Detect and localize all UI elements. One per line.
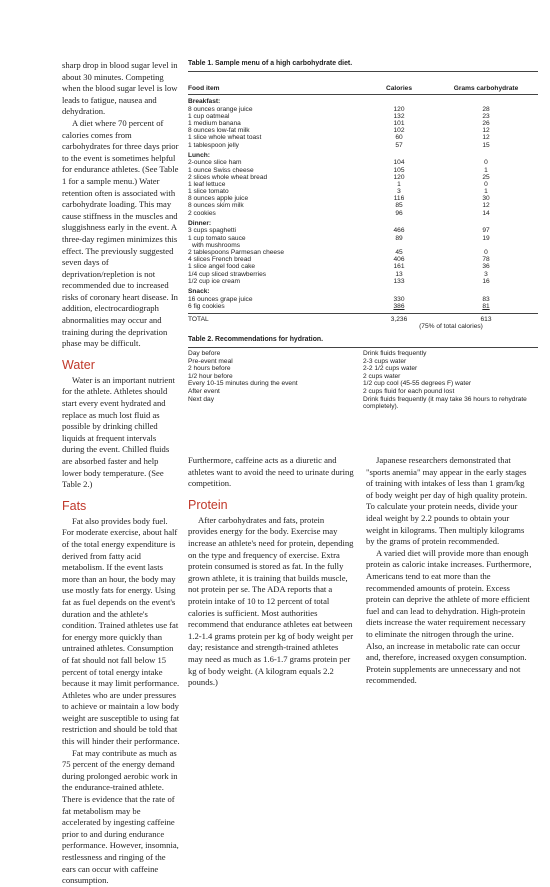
carbs-cell: 1 (484, 188, 488, 196)
total-carbs: 613 (480, 315, 492, 323)
table-caption: Table 2. Recommendations for hydration. (188, 336, 324, 343)
table-row (188, 127, 538, 134)
food-item-cell: 8 ounces apple juice (188, 195, 249, 203)
table-row (188, 181, 538, 188)
timing-cell: Next day (188, 395, 215, 403)
food-item-cell: 16 ounces grape juice (188, 295, 253, 303)
table-row (188, 263, 538, 270)
food-item-cell: 1/4 cup sliced strawberries (188, 270, 267, 278)
table-row (188, 242, 538, 249)
table-section-label: Lunch: (188, 151, 210, 159)
right-column (366, 455, 532, 687)
body-paragraph: Water is an important nutrient for the athlete. Athletes should start every event hydrated and replace as much lost fluid as possible by drinking chilled liquids at frequent intervals during the event. Chilled fluids are absorbed faster and help lower body temperature. (See Table 2.) (62, 374, 175, 490)
table-row (188, 256, 538, 263)
section-heading-protein: Protein (188, 497, 228, 512)
food-item-cell: 1 slice whole wheat toast (188, 134, 262, 142)
calories-cell: 116 (393, 195, 405, 203)
table-row (188, 134, 538, 141)
table-row (188, 278, 538, 285)
food-item-cell: 8 ounces low-fat milk (188, 127, 250, 135)
value-text: 81 (482, 302, 490, 310)
carbs-cell: 25 (482, 173, 490, 181)
body-paragraph: A diet where 70 percent of calories comes from carbohydrates for three days prior to the event is sometimes helpful for endurance athletes. (See Table 1 for a sample menu.) Water retention often is associated with carbohydrate loading. This may cause stiffness in the muscles and sluggishness early in the event. A three-day regimen minimizes this effect. The previously suggested seven days of deprivation/repletion is not recommended due to increased risks of coronary heart disease. In addition, electrocardiograph abnormalities may occur and training during the deprivation phase may be difficult. (62, 117, 179, 349)
section-heading-water: Water (62, 357, 95, 372)
calories-cell: 102 (393, 127, 405, 135)
calories-cell: 105 (393, 166, 405, 174)
carbs-cell: 23 (482, 112, 490, 120)
food-item-cell: 1 slice tomato (188, 188, 229, 196)
timing-cell: 1/2 hour before (188, 372, 233, 380)
table-row (188, 365, 538, 373)
calories-cell: 96 (395, 209, 403, 217)
calories-cell: 57 (395, 141, 403, 149)
table-row (188, 303, 538, 310)
food-item-cell: 2 tablespoons Parmesan cheese (188, 248, 285, 256)
spacer (188, 323, 364, 330)
column-header: Calories (385, 85, 413, 92)
calories-cell: 466 (393, 227, 405, 235)
left-column (62, 60, 180, 887)
table-row (188, 271, 538, 278)
calories-cell (364, 303, 434, 310)
table-2 (188, 336, 538, 411)
table-row (188, 174, 538, 181)
food-item-cell: 1 medium banana (188, 119, 241, 127)
carbs-cell: 36 (482, 263, 490, 271)
table-row (188, 167, 538, 174)
table-total-row (188, 313, 538, 323)
recommendation-cell: 2-2 1/2 cups water (363, 365, 418, 373)
column-header: Food item (188, 85, 220, 92)
calories-cell: 85 (395, 202, 403, 210)
table-row (188, 120, 538, 127)
table-row (188, 358, 538, 366)
table-row (188, 235, 538, 242)
food-item-cell: 8 ounces skim milk (188, 202, 244, 210)
food-item-cell: 8 ounces orange juice (188, 105, 253, 113)
body-paragraph: A varied diet will provide more than enough protein as caloric intake increases. Furthermore, Americans tend to eat more than the recommended amounts of protein. Excess protein can deprive the athlete of more efficient fuel and can lead to dehydration. High-protein diets increase the water requirement necessary to eliminate the nitrogen through the urine. Also, an increase in metabolic rate can occur and, therefore, increased oxygen consumption. Protein supplements are unnecessary and not recommended. (366, 547, 532, 686)
carbs-cell: 14 (482, 209, 490, 217)
calories-cell: 133 (393, 277, 405, 285)
table-row (188, 227, 538, 234)
body-paragraph: Fat may contribute as much as 75 percent of the energy demand during prolonged aerobic work in the endurance-trained athlete. There is evidence that the rate of fat metabolism may be accelerated by ingesting caffeine prior to and during endurance performance. However, insomnia, restlessness and ringing of the ears can occur with caffeine consumption. (62, 747, 179, 886)
food-item-cell: 1 cup oatmeal (188, 112, 230, 120)
total-label: TOTAL (188, 315, 209, 323)
table-row (188, 202, 538, 209)
recommendation-cell: 2 cups water (363, 372, 401, 380)
table-row (188, 210, 538, 217)
carbs-cell: 0 (484, 248, 488, 256)
carbs-cell (435, 242, 538, 249)
column-header: Grams carbohydrate (453, 85, 519, 92)
recommendation-cell: 2 cups fluid for each pound lost (363, 387, 455, 395)
carbs-cell: 12 (482, 202, 490, 210)
table-body (188, 347, 538, 411)
section-heading-fats: Fats (62, 498, 87, 513)
food-item-cell: 4 slices French bread (188, 256, 252, 264)
calories-cell (366, 242, 435, 249)
body-paragraph: Japanese researchers demonstrated that "sports anemia" may appear in the early stages of training with intakes of less than 1 gram/kg of body weight per day of high quality protein. To calculate your protein needs, divide your ideal weight by 2.2 pounds to obtain your weight in kilograms. Then multiply kilograms by the grams of protein recommended. (366, 455, 528, 547)
table-section-label: Dinner: (188, 219, 212, 227)
value-text: 386 (393, 302, 405, 310)
recommendation-cell: Drink fluids frequently (363, 350, 427, 357)
timing-cell: Every 10-15 minutes during the event (188, 380, 298, 388)
carbs-cell: 16 (482, 277, 490, 285)
table-row (188, 388, 538, 396)
food-item-cell: 1/2 cup ice cream (188, 277, 241, 285)
calories-cell: 60 (395, 134, 403, 142)
food-item-cell: 1 cup tomato sauce (188, 234, 246, 242)
food-item-cell: with mushrooms (192, 241, 241, 249)
recommendation-cell: 2-3 cups water (363, 357, 407, 365)
timing-cell: 2 hours before (188, 365, 231, 373)
carbs-cell: 3 (484, 270, 488, 278)
carbs-cell: 19 (482, 234, 490, 242)
table-row (188, 249, 538, 256)
table-header (188, 71, 538, 95)
table-1 (188, 60, 538, 330)
carbs-cell: 12 (482, 134, 490, 142)
calories-cell: 13 (395, 270, 403, 278)
recommendation-cell: Drink fluids frequently (it may take 36 hours to rehydrate completely). (363, 395, 527, 411)
table-total-note-row (188, 323, 538, 330)
recommendation-cell: 1/2 cup cool (45-55 degrees F) water (363, 380, 472, 388)
calories-cell: 120 (393, 173, 405, 181)
food-item-cell: 1 slice angel food cake (188, 263, 256, 271)
food-item-cell: 1 leaf lettuce (188, 180, 226, 188)
calories-cell: 104 (393, 159, 405, 167)
calories-cell: 330 (393, 295, 405, 303)
calories-cell: 45 (395, 248, 403, 256)
total-note: (75% of total calories) (419, 323, 483, 331)
carbs-cell: 0 (484, 159, 488, 167)
calories-cell: 101 (393, 119, 405, 127)
food-item-cell: 1 tablespoon jelly (188, 141, 239, 149)
calories-cell: 3 (397, 188, 401, 196)
calories-cell: 1 (397, 180, 401, 188)
calories-cell: 161 (393, 263, 405, 271)
table-row (188, 373, 538, 381)
table-section-label: Snack: (188, 287, 210, 295)
carbs-cell: 26 (482, 119, 490, 127)
timing-cell: After event (188, 387, 220, 395)
body-paragraph: After carbohydrates and fats, protein provides energy for the body. Exercise may increase an athlete's need for protein, depending on the type and frequency of exercise. Extra protein consumed is stored as fat. In the fully grown athlete, it is training that builds muscle, not protein per se. The ADA reports that a protein intake of 10 to 12 percent of total calories is sufficient. Most authorities recommend that endurance athletes eat between 1.2-1.4 grams protein per kg of body weight per day; resistance and strength-trained athletes may need as much as 1.6-1.7 grams protein per kg of body weight. (A kilogram equals 2.2 pounds.) (188, 514, 354, 688)
carbs-cell: 0 (484, 180, 488, 188)
total-calories: 3,236 (390, 315, 408, 323)
body-paragraph: Furthermore, caffeine acts as a diuretic and athletes want to avoid the need to urinate during competition. (188, 455, 354, 489)
carbs-cell: 30 (482, 195, 490, 203)
body-paragraph: Fat also provides body fuel. For moderate exercise, about half of the total energy expenditure is derived from fatty acid metabolism. If the event lasts more than an hour, the body may use mostly fats for energy. Using fat as fuel depends on the event's duration and the athlete's condition. Trained athletes use fat for energy more quickly than untrained athletes. Consumption of fat should not fall below 15 percent of total energy intake because it may limit performance. Athletes who are under pressures to achieve or maintain a low body weight are susceptible to using fat restriction and should be told that this will hinder their performance. (62, 515, 180, 747)
table-section-label: Breakfast: (188, 98, 221, 105)
timing-cell: Day before (188, 350, 221, 357)
carbs-cell: 12 (482, 127, 490, 135)
table-row (188, 380, 538, 388)
food-item-cell: 2-ounce slice ham (188, 159, 242, 167)
calories-cell: 132 (393, 112, 405, 120)
table-row (188, 106, 538, 113)
food-item-cell: 6 fig cookies (188, 302, 225, 310)
body-paragraph: sharp drop in blood sugar level in about 30 minutes. Competing when the blood sugar level is low leads to fatigue, nausea and dehydration. (62, 60, 178, 117)
carbs-cell (434, 303, 538, 310)
carbs-cell: 1 (484, 166, 488, 174)
carbs-cell: 15 (482, 141, 490, 149)
table-row (188, 396, 538, 411)
food-item-cell: 3 cups spaghetti (188, 227, 237, 235)
table-row (188, 142, 538, 149)
table-row (188, 195, 538, 202)
table-row (188, 188, 538, 195)
calories-cell: 120 (393, 105, 405, 113)
table-row (188, 296, 538, 303)
food-item-cell: 2 slices whole wheat bread (188, 173, 268, 181)
calories-cell: 406 (393, 256, 405, 264)
carbs-cell: 83 (482, 295, 490, 303)
carbs-cell: 78 (482, 256, 490, 264)
table-row (188, 350, 538, 358)
table-caption: Table 1. Sample menu of a high carbohydrate diet. (188, 60, 353, 67)
calories-cell: 89 (395, 234, 403, 242)
table-row (188, 159, 538, 166)
carbs-cell: 97 (482, 227, 490, 235)
timing-cell: Pre-event meal (188, 357, 233, 365)
food-item-cell: 1 ounce Swiss cheese (188, 166, 254, 174)
food-item-cell: 2 cookies (188, 209, 216, 217)
table-body (188, 97, 538, 310)
table-row (188, 113, 538, 120)
carbs-cell: 28 (482, 105, 490, 113)
middle-column (188, 455, 354, 689)
